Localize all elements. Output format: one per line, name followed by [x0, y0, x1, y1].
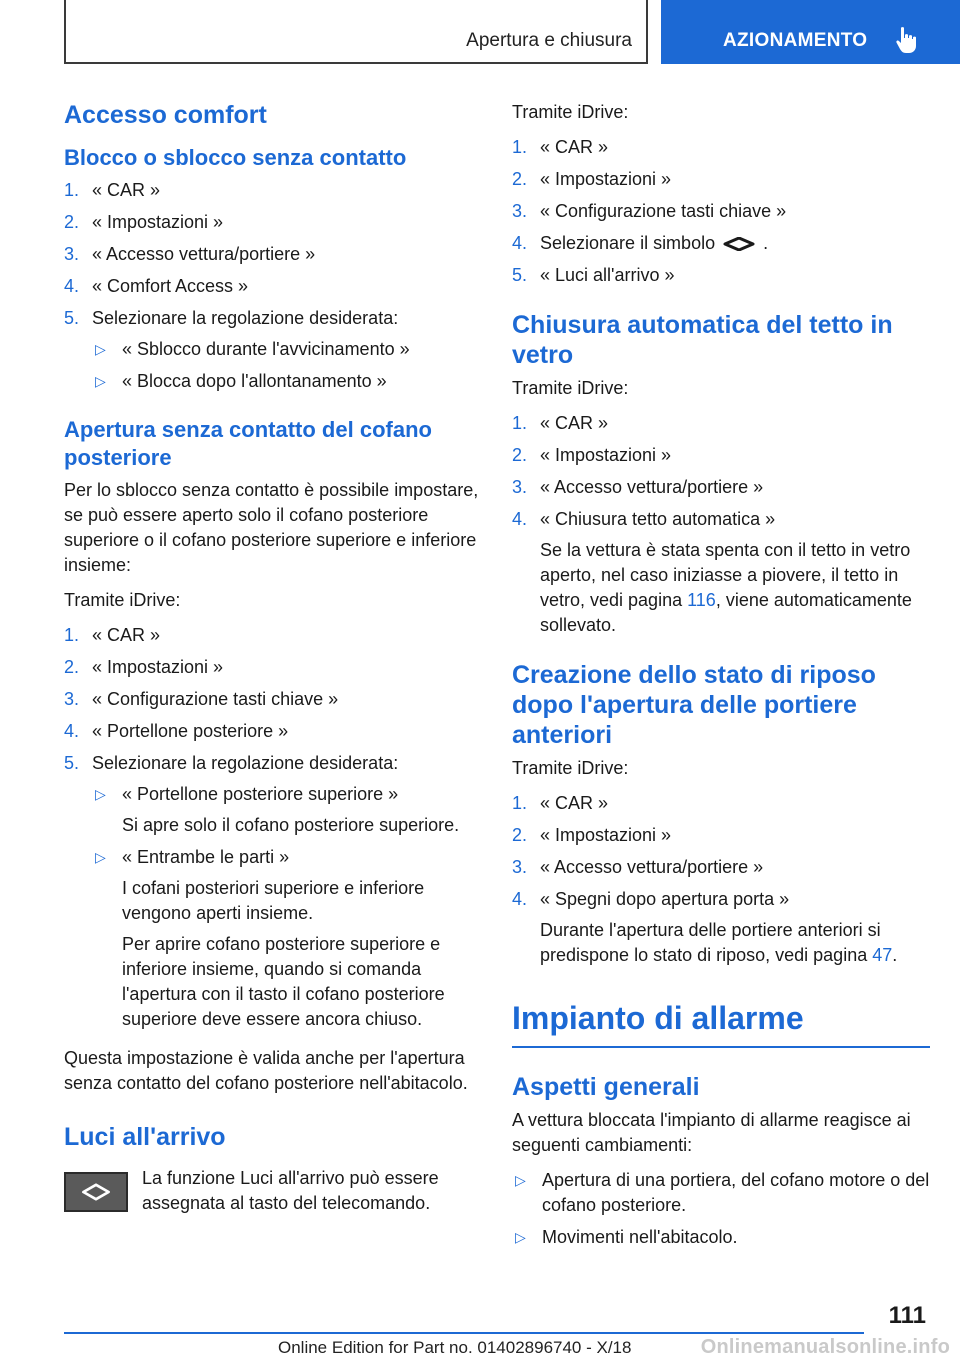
heading-aspetti-generali: Aspetti generali	[512, 1073, 700, 1101]
section-title-accesso-comfort: Accesso comfort	[64, 101, 267, 129]
list-item: 2. « Impostazioni »	[512, 445, 672, 465]
bullets-allarme	[512, 1168, 930, 1250]
list-item: 4. « Chiusura tetto automatica » Se la vettura è stata spenta con il tetto in vetro aperto, nel caso iniziasse a piovere, il tetto in vetro, vedi pagina 116, viene automaticamente sollevato.	[512, 507, 930, 638]
step-note: Se la vettura è stata spenta con il tetto in vetro aperto, nel caso iniziasse a piovere, il tetto in vetro, vedi pagina 116, viene automaticamente sollevato.	[540, 540, 912, 635]
header-section-title: Apertura e chiusura	[466, 30, 632, 51]
options-blocco	[92, 337, 480, 394]
page-number: 111	[888, 1302, 926, 1329]
heading-apertura-cofano: Apertura senza contatto del cofano posteriore	[64, 417, 432, 470]
triangle-bullet-icon: ▷	[515, 1229, 526, 1245]
list-item: 1. « CAR »	[64, 180, 161, 200]
triangle-bullet-icon: ▷	[95, 849, 106, 865]
list-item: 1. « CAR »	[512, 137, 609, 157]
option-note: I cofani posteriori superiore e inferiore vengono aperti insieme.	[122, 878, 425, 923]
list-item: 2. « Impostazioni »	[512, 825, 672, 845]
steps-cofano	[64, 623, 480, 1032]
header-chapter-label: AZIONAMENTO	[723, 30, 868, 51]
options-cofano	[92, 782, 480, 1032]
triangle-bullet-icon: ▷	[515, 1172, 526, 1188]
list-item: 4. Selezionare il simbolo .	[512, 233, 769, 253]
option-note: Per aprire cofano posteriore superiore e inferiore insieme, quando si comanda l'apertura con il tasto il cofano posteriore superiore deve essere ancora chiuso.	[122, 934, 445, 1029]
list-item: 4. « Portellone posteriore »	[64, 721, 289, 741]
list-item: 1. « CAR »	[512, 793, 609, 813]
heading-luci-arrivo: Luci all'arrivo	[64, 1123, 226, 1151]
paragraph-via-idrive: Tramite iDrive:	[512, 378, 629, 398]
list-item: 3. « Configurazione tasti chiave »	[64, 689, 339, 709]
list-item: 3. « Accesso vettura/portiere »	[64, 244, 316, 264]
list-item: 1. « CAR »	[64, 625, 161, 645]
paragraph-outro-cofano: Questa impostazione è valida anche per l'apertura senza contatto del cofano posteriore nell'abitacolo.	[64, 1048, 468, 1093]
list-item: ▷ « Sblocco durante l'avvicinamento »	[92, 337, 480, 362]
chapter-title-impianto-allarme: Impianto di allarme	[512, 1000, 804, 1036]
list-item: 1. « CAR »	[512, 413, 609, 433]
step-note: Durante l'apertura delle portiere anteriori si predispone lo stato di riposo, vedi pagina 47.	[540, 920, 898, 965]
steps-stato-riposo	[512, 791, 930, 968]
key-assignment-row	[64, 1166, 480, 1222]
paragraph-luci-arrivo: La funzione Luci all'arrivo può essere assegnata al tasto del telecomando.	[142, 1168, 439, 1213]
triangle-bullet-icon: ▷	[95, 786, 106, 802]
steps-luci-arrivo	[512, 135, 930, 288]
list-item: 5. Selezionare la regolazione desiderata: ▷ « Portellone posteriore superiore » Si apre solo il cofano posteriore superiore. ▷ « Entrambe le parti » I cofani posteriori superiore e inferiore vengono aperti insieme. Per aprire cofano posteriore superiore e inferiore insieme, quando si comanda l'apertura con il tasto il cofano posteriore superiore deve essere ancora chiuso.	[64, 751, 480, 1032]
arrival-lights-key-icon	[64, 1172, 128, 1212]
left-column	[64, 100, 480, 1222]
triangle-bullet-icon: ▷	[95, 373, 106, 389]
paragraph-intro-allarme: A vettura bloccata l'impianto di allarme reagisce ai seguenti cambiamenti:	[512, 1110, 911, 1155]
list-item: 4. « Spegni dopo apertura porta » Durante l'apertura delle portiere anteriori si predispone lo stato di riposo, vedi pagina 47.	[512, 887, 930, 968]
list-item: 2. « Impostazioni »	[512, 169, 672, 189]
page-link-47[interactable]: 47	[872, 945, 893, 965]
footer-watermark: Onlinemanualsonline.info	[700, 1336, 950, 1358]
paragraph-via-idrive: Tramite iDrive:	[512, 758, 629, 778]
paragraph-via-idrive: Tramite iDrive:	[64, 590, 181, 610]
list-item: 5. « Luci all'arrivo »	[512, 265, 675, 285]
list-item: 3. « Configurazione tasti chiave »	[512, 201, 787, 221]
paragraph-via-idrive: Tramite iDrive:	[512, 102, 629, 122]
heading-chiusura-tetto: Chiusura automatica del tetto in vetro	[512, 311, 893, 369]
list-item: 2. « Impostazioni »	[64, 212, 224, 232]
list-item: ▷ « Entrambe le parti » I cofani posteriori superiore e inferiore vengono aperti insieme. Per aprire cofano posteriore superiore e inferiore insieme, quando si comanda l'apertura con il tasto il cofano posteriore superiore deve essere ancora chiuso.	[92, 845, 480, 1032]
chapter-divider	[512, 1046, 930, 1048]
heading-blocco-sblocco: Blocco o sblocco senza contatto	[64, 145, 407, 170]
arrival-lights-symbol-icon	[721, 237, 757, 251]
list-item: 3. « Accesso vettura/portiere »	[512, 857, 764, 877]
hand-pointer-icon	[895, 26, 921, 54]
heading-stato-riposo: Creazione dello stato di riposo dopo l'apertura delle portiere anteriori	[512, 661, 876, 749]
steps-chiusura-tetto	[512, 411, 930, 638]
list-item: 4. « Comfort Access »	[64, 276, 249, 296]
option-note: Si apre solo il cofano posteriore superiore.	[122, 815, 460, 835]
list-item: ▷ « Blocca dopo l'allontanamento »	[92, 369, 480, 394]
steps-blocco	[64, 178, 480, 394]
list-item: 2. « Impostazioni »	[64, 657, 224, 677]
list-item: 5. Selezionare la regolazione desiderata: ▷ « Sblocco durante l'avvicinamento » ▷ « Blocca dopo l'allontanamento »	[64, 306, 480, 394]
paragraph-intro-cofano: Per lo sblocco senza contatto è possibile impostare, se può essere aperto solo il cofano posteriore superiore o il cofano posteriore superiore e inferiore insieme:	[64, 480, 479, 575]
right-column	[512, 100, 930, 1260]
list-item: ▷ « Portellone posteriore superiore » Si apre solo il cofano posteriore superiore.	[92, 782, 480, 838]
list-item: ▷ Apertura di una portiera, del cofano motore o del cofano posteriore.	[515, 1170, 930, 1215]
footer-divider	[64, 1332, 864, 1334]
footer-edition-text: Online Edition for Part no. 01402896740 - X/18	[278, 1338, 632, 1357]
page-link-116[interactable]: 116	[687, 590, 716, 610]
list-item: ▷ Movimenti nell'abitacolo.	[512, 1225, 930, 1250]
list-item: 3. « Accesso vettura/portiere »	[512, 477, 764, 497]
triangle-bullet-icon: ▷	[95, 341, 106, 357]
header-box	[64, 0, 648, 64]
header-chapter-tab	[661, 0, 960, 64]
